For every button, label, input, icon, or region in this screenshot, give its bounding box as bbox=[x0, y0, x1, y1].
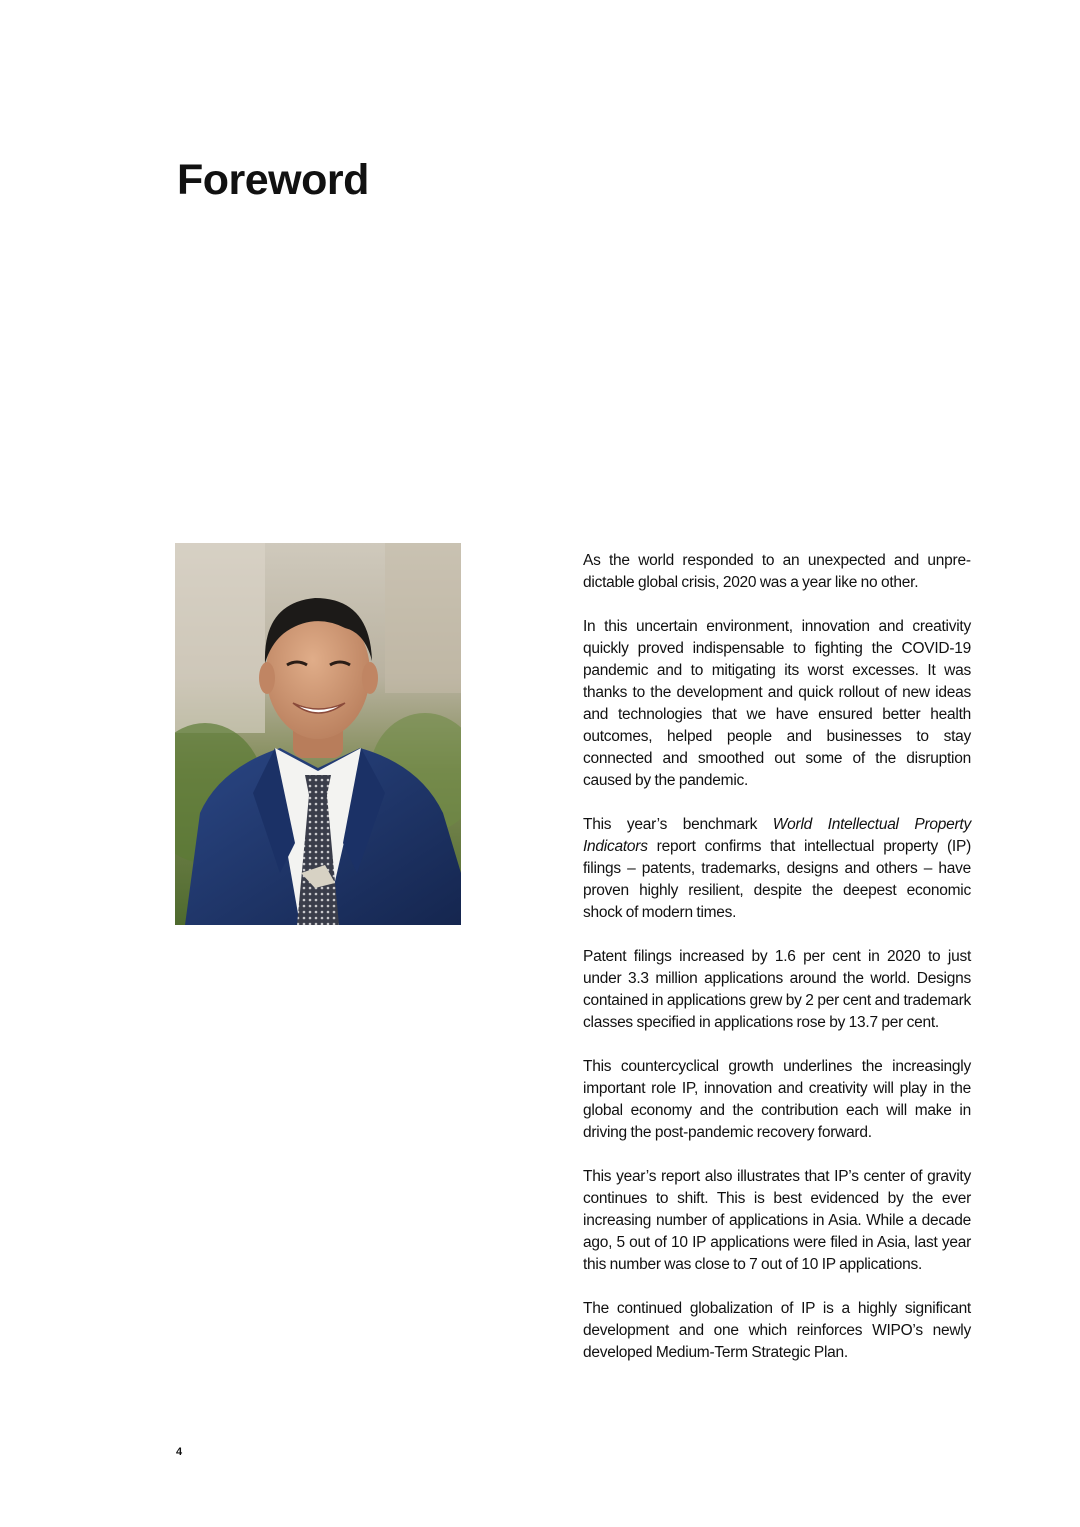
paragraph-6: This year’s report also illustrates that IP’s center of gravity continues to shift. This is best evidenced by the ever increasing number of applications in Asia. While a decade ago, 5 out of 10 IP applications were filed in Asia, last year this number was close to 7 out of 10 IP applications. bbox=[583, 1168, 971, 1273]
paragraph-7: The continued globalization of IP is a highly significant development and one which reinforces WIPO’s newly developed Medium-Term Strategic Plan. bbox=[583, 1300, 971, 1361]
portrait-photo bbox=[175, 543, 461, 925]
paragraph-3-lead: This year’s benchmark bbox=[583, 816, 773, 833]
paragraph-4: Patent filings increased by 1.6 per cent in 2020 to just under 3.3 million applications around the world. Designs contained in applications grew by 2 per cent and trademark classes specified in applications rose by 13.7 per cent. bbox=[583, 948, 971, 1031]
paragraph-3 bbox=[583, 814, 971, 924]
paragraph-3-rest: report confirms that intellectual property (IP) filings – patents, trademarks, designs and others – have proven highly resilient, despite the deepest economic shock of modern times. bbox=[583, 838, 971, 921]
report-title: World Intellectual Property Indicators bbox=[583, 816, 971, 855]
paragraph-5: This countercyclical growth underlines the increasingly important role IP, innovation and creativity will play in the global economy and the contribution each will make in driving the post-pandemic recovery forward. bbox=[583, 1058, 971, 1141]
paragraph-2: In this uncertain environment, innovation and creativity quickly proved indispensable to fighting the COVID-19 pandemic and to mitigating its worst excesses. It was thanks to the development and quick rollout of new ideas and technologies that we have ensured better health outcomes, helped people and businesses to stay connected and smoothed out some of the disruption caused by the pandemic. bbox=[583, 618, 971, 789]
page-number: 4 bbox=[176, 1446, 183, 1458]
page-title: Foreword bbox=[177, 156, 369, 204]
foreword-body bbox=[583, 550, 971, 1386]
paragraph-1: As the world responded to an unexpected and unpredictable global crisis, 2020 was a year like no other. bbox=[583, 552, 971, 591]
